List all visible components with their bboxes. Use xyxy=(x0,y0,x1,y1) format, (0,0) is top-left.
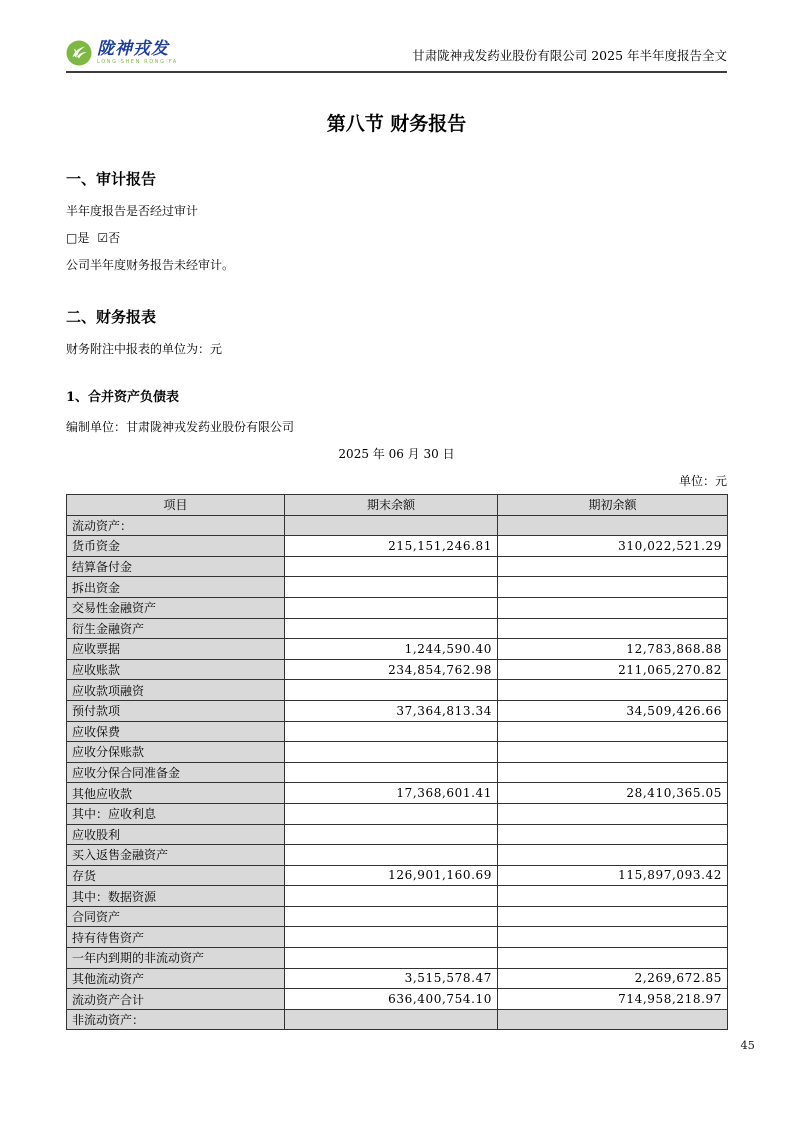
ending-balance-value xyxy=(285,618,498,639)
table-row xyxy=(67,639,728,660)
section-statements-heading: 二、财务报表 xyxy=(66,308,157,326)
row-label: 流动资产合计 xyxy=(67,989,285,1010)
checkbox-yes: □是 xyxy=(66,231,90,245)
table-row xyxy=(67,659,728,680)
ending-balance-value: 37,364,813.34 xyxy=(285,700,498,721)
beginning-balance-value xyxy=(498,927,728,948)
table-row xyxy=(67,700,728,721)
ending-balance-value xyxy=(285,886,498,907)
row-label: 其他应收款 xyxy=(67,783,285,804)
section-audit-heading: 一、审计报告 xyxy=(66,170,157,188)
beginning-balance-value xyxy=(498,577,728,598)
ending-balance-value: 17,368,601.41 xyxy=(285,783,498,804)
row-label: 存货 xyxy=(67,865,285,886)
row-label: 应收分保合同准备金 xyxy=(67,762,285,783)
brand-name-cn: 陇神戎发 xyxy=(97,39,169,59)
ending-balance-value xyxy=(285,948,498,969)
beginning-balance-value xyxy=(498,721,728,742)
row-label: 结算备付金 xyxy=(67,556,285,577)
table-row xyxy=(67,989,728,1010)
beginning-balance-value xyxy=(498,556,728,577)
page-number: 45 xyxy=(740,1038,755,1052)
beginning-balance-value xyxy=(498,1009,728,1030)
row-label: 其中：应收利息 xyxy=(67,803,285,824)
prepared-by: 编制单位：甘肃陇神戎发药业股份有限公司 xyxy=(66,420,295,434)
row-label: 合同资产 xyxy=(67,906,285,927)
table-row xyxy=(67,948,728,969)
table-row xyxy=(67,906,728,927)
row-label: 应收账款 xyxy=(67,659,285,680)
table-row xyxy=(67,927,728,948)
beginning-balance-value: 28,410,365.05 xyxy=(498,783,728,804)
ending-balance-value xyxy=(285,680,498,701)
table-row xyxy=(67,886,728,907)
beginning-balance-value xyxy=(498,618,728,639)
row-label: 衍生金融资产 xyxy=(67,618,285,639)
row-label: 应收票据 xyxy=(67,639,285,660)
ending-balance-value: 234,854,762.98 xyxy=(285,659,498,680)
row-label: 持有待售资产 xyxy=(67,927,285,948)
statement-date: 2025 年 06 月 30 日 xyxy=(338,447,455,461)
row-label: 预付款项 xyxy=(67,700,285,721)
ending-balance-value xyxy=(285,762,498,783)
statements-unit-note: 财务附注中报表的单位为：元 xyxy=(66,342,223,356)
beginning-balance-value xyxy=(498,597,728,618)
beginning-balance-value xyxy=(498,948,728,969)
table-row xyxy=(67,845,728,866)
brand-name-en: LONG SHEN RONG FA xyxy=(97,59,178,65)
beginning-balance-value xyxy=(498,680,728,701)
ending-balance-value xyxy=(285,824,498,845)
ending-balance-value xyxy=(285,803,498,824)
ending-balance-value xyxy=(285,845,498,866)
table-row xyxy=(67,783,728,804)
table-row xyxy=(67,824,728,845)
beginning-balance-value xyxy=(498,824,728,845)
row-label: 一年内到期的非流动资产 xyxy=(67,948,285,969)
beginning-balance-value: 211,065,270.82 xyxy=(498,659,728,680)
ending-balance-value xyxy=(285,577,498,598)
beginning-balance-value xyxy=(498,515,728,536)
table-row xyxy=(67,536,728,557)
col-header-beginning-balance: 期初余额 xyxy=(498,495,728,516)
beginning-balance-value xyxy=(498,906,728,927)
ending-balance-value xyxy=(285,597,498,618)
ending-balance-value: 126,901,160.69 xyxy=(285,865,498,886)
ending-balance-value xyxy=(285,1009,498,1030)
row-label: 流动资产： xyxy=(67,515,285,536)
beginning-balance-value xyxy=(498,886,728,907)
table-row xyxy=(67,865,728,886)
audit-options xyxy=(66,229,727,247)
beginning-balance-value: 310,022,521.29 xyxy=(498,536,728,557)
ending-balance-value xyxy=(285,742,498,763)
ending-balance-value: 215,151,246.81 xyxy=(285,536,498,557)
ending-balance-value xyxy=(285,721,498,742)
beginning-balance-value xyxy=(498,742,728,763)
row-label: 交易性金融资产 xyxy=(67,597,285,618)
row-label: 应收分保账款 xyxy=(67,742,285,763)
col-header-item: 项目 xyxy=(67,495,285,516)
company-logo-icon xyxy=(66,40,92,66)
balance-sheet-table xyxy=(66,494,728,1030)
ending-balance-value: 636,400,754.10 xyxy=(285,989,498,1010)
row-label: 买入返售金融资产 xyxy=(67,845,285,866)
ending-balance-value xyxy=(285,515,498,536)
header-doc-title: 甘肃陇神戎发药业股份有限公司 2025 年半年度报告全文 xyxy=(412,48,727,63)
page-header xyxy=(66,0,727,73)
table-body xyxy=(67,515,728,1030)
table-row xyxy=(67,1009,728,1030)
page-title: 第八节 财务报告 xyxy=(326,113,467,135)
row-label: 应收保费 xyxy=(67,721,285,742)
ending-balance-value xyxy=(285,556,498,577)
beginning-balance-value: 115,897,093.42 xyxy=(498,865,728,886)
row-label: 应收股利 xyxy=(67,824,285,845)
ending-balance-value xyxy=(285,906,498,927)
table-row xyxy=(67,803,728,824)
unit-label: 单位：元 xyxy=(678,474,727,488)
table-row xyxy=(67,618,728,639)
table-header-row xyxy=(67,495,728,516)
col-header-ending-balance: 期末余额 xyxy=(285,495,498,516)
table-row xyxy=(67,680,728,701)
ending-balance-value: 1,244,590.40 xyxy=(285,639,498,660)
beginning-balance-value xyxy=(498,762,728,783)
table-row xyxy=(67,721,728,742)
beginning-balance-value xyxy=(498,803,728,824)
audit-question: 半年度报告是否经过审计 xyxy=(66,204,199,218)
row-label: 应收款项融资 xyxy=(67,680,285,701)
beginning-balance-value: 2,269,672.85 xyxy=(498,968,728,989)
row-label: 其他流动资产 xyxy=(67,968,285,989)
beginning-balance-value: 12,783,868.88 xyxy=(498,639,728,660)
company-logo xyxy=(66,40,178,66)
audit-conclusion: 公司半年度财务报告未经审计。 xyxy=(66,258,235,272)
row-label: 其中：数据资源 xyxy=(67,886,285,907)
checkbox-no: ☑否 xyxy=(97,231,121,245)
table-row xyxy=(67,597,728,618)
table-row xyxy=(67,742,728,763)
beginning-balance-value: 34,509,426.66 xyxy=(498,700,728,721)
table-row xyxy=(67,762,728,783)
ending-balance-value: 3,515,578.47 xyxy=(285,968,498,989)
row-label: 货币资金 xyxy=(67,536,285,557)
balance-sheet-subheading: 1、合并资产负债表 xyxy=(66,390,180,405)
table-row xyxy=(67,577,728,598)
table-row xyxy=(67,515,728,536)
table-row xyxy=(67,968,728,989)
beginning-balance-value: 714,958,218.97 xyxy=(498,989,728,1010)
row-label: 拆出资金 xyxy=(67,577,285,598)
table-row xyxy=(67,556,728,577)
row-label: 非流动资产： xyxy=(67,1009,285,1030)
beginning-balance-value xyxy=(498,845,728,866)
ending-balance-value xyxy=(285,927,498,948)
